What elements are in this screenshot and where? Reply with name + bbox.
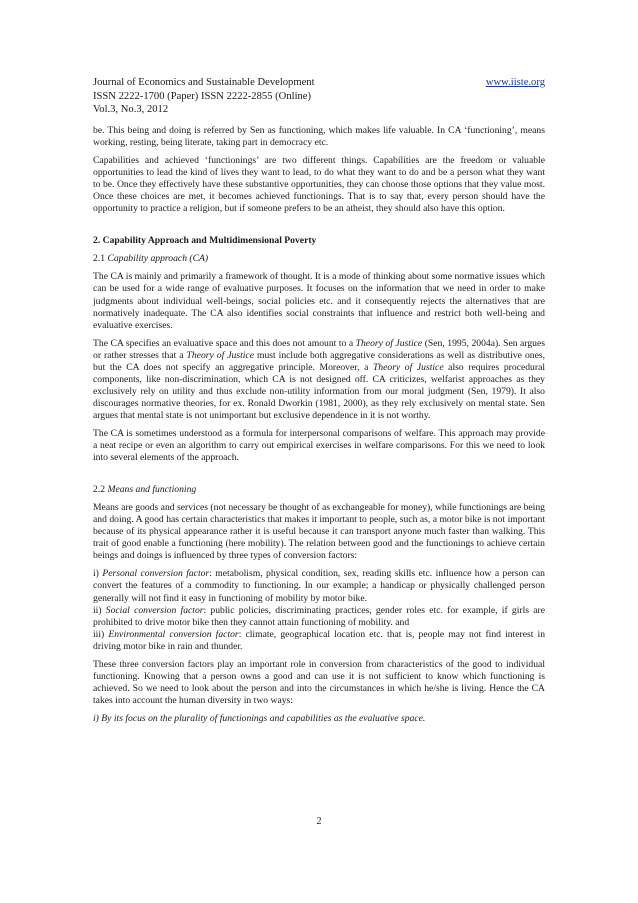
paragraph-italic: i) By its focus on the plurality of functionings and capabilities as the evaluative space.	[93, 712, 426, 724]
journal-header	[93, 76, 545, 117]
paragraph: These three conversion factors play an important role in conversion from characteristics of the good to individual functioning. Knowing that a person owns a good and can use it is not sufficient to know which functioning is achieved. So we need to look about the person and into the circumstances in which he/she is living. Hence the CA takes into account the human diversity in two ways:	[93, 658, 545, 706]
paragraph: The CA specifies an evaluative space and this does not amount to a Theory of Justice (Sen, 1995, 2004a). Sen argues or rather stresses that a Theory of Justice must include both aggregative considerations as well as distributive ones, but the CA does not specify an aggregative principle. Moreover, a Theory of Justice also requires procedural components, like non-discrimination, which CA is not designed off. CA criticizes, welfarist approaches as they exclusively rely on utility and thus exclude non-utility information from our moral judgment (Sen, 1979). It also discourages normative theories, for ex. Ronald Dworkin (1981, 2000), as they rely exclusively on mental state. Sen argues that mental state is not unimportant but exclusive dependence in it is not worthy.	[93, 337, 546, 421]
conversion-factor-environmental: iii) Environmental conversion factor: climate, geographical location etc. that is, people may not find interest in driving motor bike in rain and thunder.	[93, 628, 546, 652]
article-body	[93, 125, 545, 731]
paragraph: The CA is mainly and primarily a framework of thought. It is a mode of thinking about some normative issues which can be used for a wide range of evaluative purposes. It focuses on the information that we need in order to make judgments about individual well-beings, social policies etc. and it consequently rejects the alternatives that are normatively inadequate. The CA also identifies social constraints that influence and restrict both well-being and evaluative exercises.	[93, 271, 545, 331]
paragraph: Means are goods and services (not necessary be thought of as exchangeable for money), while functionings are being and doing. A good has certain characteristics that makes it important to people, such as, a motor bike is not important because of its physical appearance rather it is useful because it can transport anyone much faster than walking. This trait of good enable a functioning (here mobility). The relation between good and the functionings to achieve certain beings and doings is influenced by three types of conversion factors:	[93, 502, 545, 562]
paragraph: Capabilities and achieved ‘functionings’ are two different things. Capabilities are the freedom or valuable opportunities to lead the kind of lives they want to lead, to do what they want to do and be a person what they want to be. Once they effectively have these substantive opportunities, they can choose those options that they value most. Once these choices are met, it becomes achieved functionings. That is to say that, every person should have the opportunity to practice a religion, but if someone prefers to be an atheist, they should also have this option.	[93, 155, 545, 215]
paragraph: be. This being and doing is referred by Sen as functioning, which makes life valuable. In CA ‘functioning’, means working, resting, being literate, taking part in democracy etc.	[93, 125, 545, 149]
journal-url-link[interactable]: www.iiste.org	[485, 77, 545, 88]
conversion-factor-social: ii) Social conversion factor: public policies, discriminating practices, gender roles etc. for example, if girls are prohibited to drive motor bike then they cannot attain functioning of mobility. and	[93, 604, 545, 628]
page-number: 2	[316, 816, 322, 827]
conversion-factor-personal: i) Personal conversion factor: metabolism, physical condition, sex, reading skills etc. influence how a person can convert the features of a commodity to functioning. In our example; a handicap or physically challenged person generally will not find it easy in functioning of mobility by motor bike.	[93, 568, 545, 604]
subsection-heading: 2.2 Means and functioning	[93, 484, 197, 496]
section-heading: 2. Capability Approach and Multidimensional Poverty	[93, 235, 317, 247]
paragraph: The CA is sometimes understood as a formula for interpersonal comparisons of welfare. This approach may provide a neat recipe or even an algorithm to carry out empirical exercises in welfare comparisons. For this we need to look into several elements of the approach.	[93, 427, 545, 464]
journal-issn: ISSN 2222-1700 (Paper) ISSN 2222-2855 (Online)	[93, 90, 312, 102]
subsection-heading: 2.1 Capability approach (CA)	[93, 253, 209, 265]
journal-volume: Vol.3, No.3, 2012	[93, 104, 169, 115]
journal-title: Journal of Economics and Sustainable Development	[93, 77, 315, 88]
